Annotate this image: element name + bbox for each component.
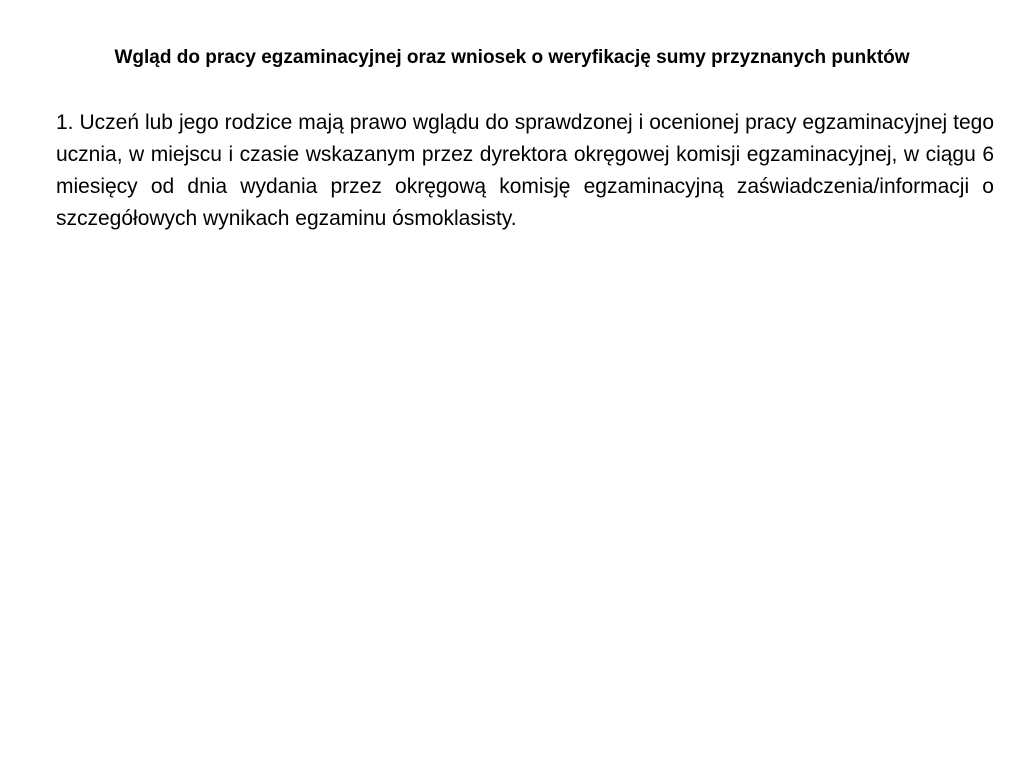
body-paragraph: 1. Uczeń lub jego rodzice mają prawo wglądu do sprawdzonej i ocenionej pracy egzaminacyjnej tego ucznia, w miejscu i czasie wskazanym przez dyrektora okręgowej komisji egzaminacyjnej, w ciągu 6 miesięcy od dnia wydania przez okręgową komisję egzaminacyjną zaświadczenia/informacji o szczegółowych wynikach egzaminu ósmoklasisty.: [56, 111, 994, 230]
slide-title: Wgląd do pracy egzaminacyjnej oraz wniosek o weryfikację sumy przyznanych punktów: [114, 47, 910, 68]
